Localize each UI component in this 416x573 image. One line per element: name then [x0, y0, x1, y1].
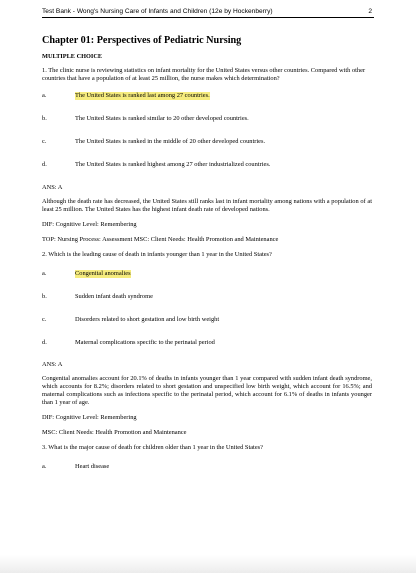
- running-header: [42, 6, 374, 18]
- page-number: 2: [368, 8, 372, 15]
- option-text: The United States is ranked highest among 27 other industrialized countries.: [75, 161, 271, 169]
- chapter-title: Chapter 01: Perspectives of Pediatric Nursing: [42, 35, 242, 46]
- q2-answer: ANS: A: [42, 361, 63, 369]
- option-text-highlighted: Congenital anomalies: [75, 270, 131, 278]
- option-text: Disorders related to short gestation and low birth weight: [75, 316, 220, 324]
- q1-answer: ANS: A: [42, 184, 63, 192]
- q2-option-d: [42, 339, 372, 347]
- q1-difficulty: DIF: Cognitive Level: Remembering: [42, 221, 137, 229]
- page-content: [42, 35, 372, 471]
- q2-difficulty: DIF: Cognitive Level: Remembering: [42, 414, 137, 422]
- option-letter: d.: [42, 161, 47, 169]
- bottom-fade-bar: [0, 555, 416, 573]
- q1-option-a: [42, 92, 372, 100]
- option-text-highlighted: The United States is ranked last among 27 countries.: [75, 92, 210, 100]
- q1-option-c: [42, 138, 372, 146]
- option-letter: b.: [42, 115, 47, 123]
- q3-option-a: [42, 463, 372, 471]
- option-text: Sudden infant death syndrome: [75, 293, 153, 301]
- q1-option-b: [42, 115, 372, 123]
- option-text: Heart disease: [75, 463, 110, 471]
- option-letter: c.: [42, 316, 47, 324]
- q2-rationale: Congenital anomalies account for 20.1% of deaths in infants younger than 1 year compared with sudden infant death syndrome, which accounts for 8.2%; disorders related to short gestation and unspecified low birth weight, which account for 16.5%; and maternal complications such as infections specific to the perinatal period, which account for 6.1% of deaths in infants younger than 1 year of age.: [42, 375, 372, 407]
- q2-option-c: [42, 316, 372, 324]
- option-letter: b.: [42, 293, 47, 301]
- q1-option-d: [42, 161, 372, 169]
- option-text: Maternal complications specific to the perinatal period: [75, 339, 215, 347]
- q2-client-needs: MSC: Client Needs: Health Promotion and Maintenance: [42, 429, 187, 437]
- option-letter: c.: [42, 138, 47, 146]
- q2-option-a: [42, 270, 372, 278]
- q1-rationale: Although the death rate has decreased, the United States still ranks last in infant mortality among nations with a population of at least 25 million. The United States has the highest infant death rate of developed nations.: [42, 198, 372, 214]
- option-text: The United States is ranked in the middle of 20 other developed countries.: [75, 138, 266, 146]
- section-label: MULTIPLE CHOICE: [42, 53, 103, 61]
- option-text: The United States is ranked similar to 20 other developed countries.: [75, 115, 249, 123]
- option-letter: a.: [42, 463, 47, 471]
- header-title: Test Bank - Wong's Nursing Care of Infants and Children (12e by Hockenberry): [42, 8, 273, 15]
- question-1-stem: 1. The clinic nurse is reviewing statistics on infant mortality for the United States versus other countries. Compared with other countries that have a population of at least 25 million, the nurse makes which determination?: [42, 67, 366, 83]
- option-letter: a.: [42, 92, 47, 100]
- question-3-stem: 3. What is the major cause of death for children older than 1 year in the United States?: [42, 444, 263, 452]
- question-2-stem: 2. Which is the leading cause of death in infants younger than 1 year in the United States?: [42, 251, 272, 259]
- option-letter: d.: [42, 339, 47, 347]
- option-letter: a.: [42, 270, 47, 278]
- q2-option-b: [42, 293, 372, 301]
- q1-topic: TOP: Nursing Process: Assessment MSC: Client Needs: Health Promotion and Maintenance: [42, 236, 279, 244]
